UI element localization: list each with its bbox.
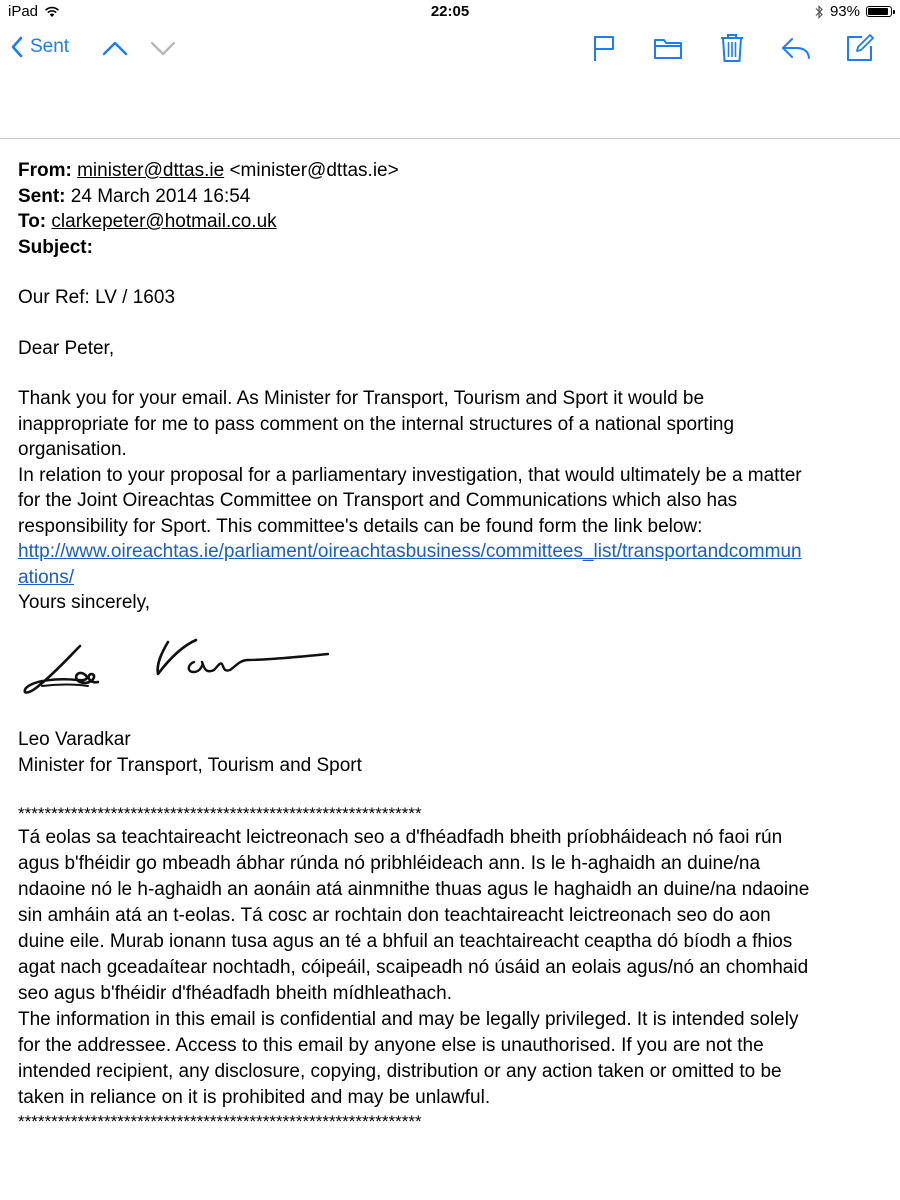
to-label: To: — [18, 211, 47, 232]
action-icons — [588, 32, 876, 64]
disclaimer-line: agat nach gceadaítear nochtadh, cóipeáil, scaipeadh nó úsáid an eolais agus/nó an chomhaid — [18, 957, 809, 978]
sent-value: 24 March 2014 16:54 — [70, 185, 251, 207]
body-line: responsibility for Sport. This committee's details can be found form the link below: — [18, 515, 703, 537]
body-line: for the Joint Oireachtas Committee on Transport and Communications which also has — [18, 490, 738, 511]
body-paragraph — [18, 386, 900, 539]
body-line: In relation to your proposal for a parliamentary investigation, that would ultimately be a matter — [18, 464, 802, 486]
status-right — [814, 3, 892, 20]
disclaimer-line: duine eile. Murab ionann tusa agus an té a bhfuil an teachtaireacht ceaptha dó bíodh a fhios — [18, 931, 793, 952]
compose-icon — [845, 33, 875, 63]
handwritten-signature — [18, 630, 338, 700]
email-body — [18, 158, 900, 1133]
disclaimer-line: for the addressee. Access to this email by anyone else is unauthorised. If you are not the — [18, 1035, 764, 1056]
reply-icon — [780, 35, 812, 61]
back-button[interactable] — [10, 36, 69, 58]
header-divider — [0, 138, 900, 139]
flag-icon — [591, 33, 617, 63]
disclaimer-line: intended recipient, any disclosure, copying, distribution or any action taken or omitted to be — [18, 1061, 782, 1082]
mail-toolbar — [0, 26, 900, 72]
committee-link-continued[interactable]: ations/ — [18, 566, 74, 588]
disclaimer-english — [18, 1007, 900, 1111]
previous-message-chevron-up-icon[interactable] — [100, 36, 130, 60]
back-label: Sent — [30, 36, 70, 57]
status-time: 22:05 — [430, 3, 470, 20]
sender-name: Leo Varadkar — [18, 729, 131, 750]
closing: Yours sincerely, — [18, 592, 151, 613]
body-line: organisation. — [18, 439, 127, 460]
message-nav — [100, 36, 178, 60]
sent-row — [18, 184, 900, 210]
compose-button[interactable] — [844, 32, 876, 64]
from-display: <minister@dttas.ie> — [229, 160, 399, 181]
folder-icon — [653, 35, 683, 61]
battery-percent: 93% — [829, 3, 860, 20]
to-address-link[interactable]: clarkepeter@hotmail.co.uk — [51, 211, 277, 232]
trash-icon — [719, 32, 745, 64]
separator-top: ************************************************************* — [18, 804, 422, 823]
separator-bottom: ************************************************************* — [18, 1112, 422, 1131]
disclaimer-line: ndaoine nó le h-aghaidh an aonáin atá ainmnithe thuas agus le haghaidh an duine/na ndaoine — [18, 879, 810, 900]
subject-row — [18, 235, 900, 261]
from-row — [18, 158, 900, 184]
status-bar — [0, 0, 900, 24]
battery-icon — [866, 6, 892, 17]
body-line: Thank you for your email. As Minister for Transport, Tourism and Sport it would be — [18, 388, 705, 409]
reference-line: Our Ref: LV / 1603 — [18, 287, 176, 308]
from-address-link[interactable]: minister@dttas.ie — [77, 160, 225, 181]
disclaimer-irish — [18, 825, 900, 1007]
trash-button[interactable] — [716, 32, 748, 64]
sender-title: Minister for Transport, Tourism and Sport — [18, 754, 362, 776]
move-to-folder-button[interactable] — [652, 32, 684, 64]
from-label: From: — [18, 160, 72, 181]
device-name: iPad — [8, 3, 39, 20]
disclaimer-line: seo agus b'fhéidir d'fhéadfadh bheith mídhleathach. — [18, 983, 453, 1004]
sent-label: Sent: — [18, 185, 66, 207]
greeting: Dear Peter, — [18, 337, 115, 359]
battery-fill — [868, 8, 888, 15]
disclaimer-line: Tá eolas sa teachtaireacht leictreonach seo a d'fhéadfadh bheith príobháideach nó faoi rún — [18, 827, 783, 848]
disclaimer-line: sin amháin atá an t-eolas. Tá cosc ar rochtain don teachtaireacht leictreonach seo do aon — [18, 905, 771, 926]
subject-label: Subject: — [18, 236, 93, 258]
body-line: inappropriate for me to pass comment on the internal structures of a national sporting — [18, 413, 735, 435]
bluetooth-icon — [814, 5, 824, 19]
disclaimer-line: taken in reliance on it is prohibited and may be unlawful. — [18, 1087, 491, 1108]
next-message-chevron-down-icon[interactable] — [148, 36, 178, 60]
disclaimer-line: The information in this email is confidential and may be legally privileged. It is intended solely — [18, 1009, 799, 1030]
committee-link[interactable]: http://www.oireachtas.ie/parliament/oireachtasbusiness/committees_list/transportandcommun — [18, 541, 802, 562]
to-row — [18, 209, 900, 235]
chevron-left-icon — [10, 36, 24, 58]
disclaimer-line: agus b'fhéidir go mbeadh ábhar rúnda nó pribhléideach ann. Is le h-aghaidh an duine/na — [18, 853, 761, 874]
reply-button[interactable] — [780, 32, 812, 64]
flag-button[interactable] — [588, 32, 620, 64]
